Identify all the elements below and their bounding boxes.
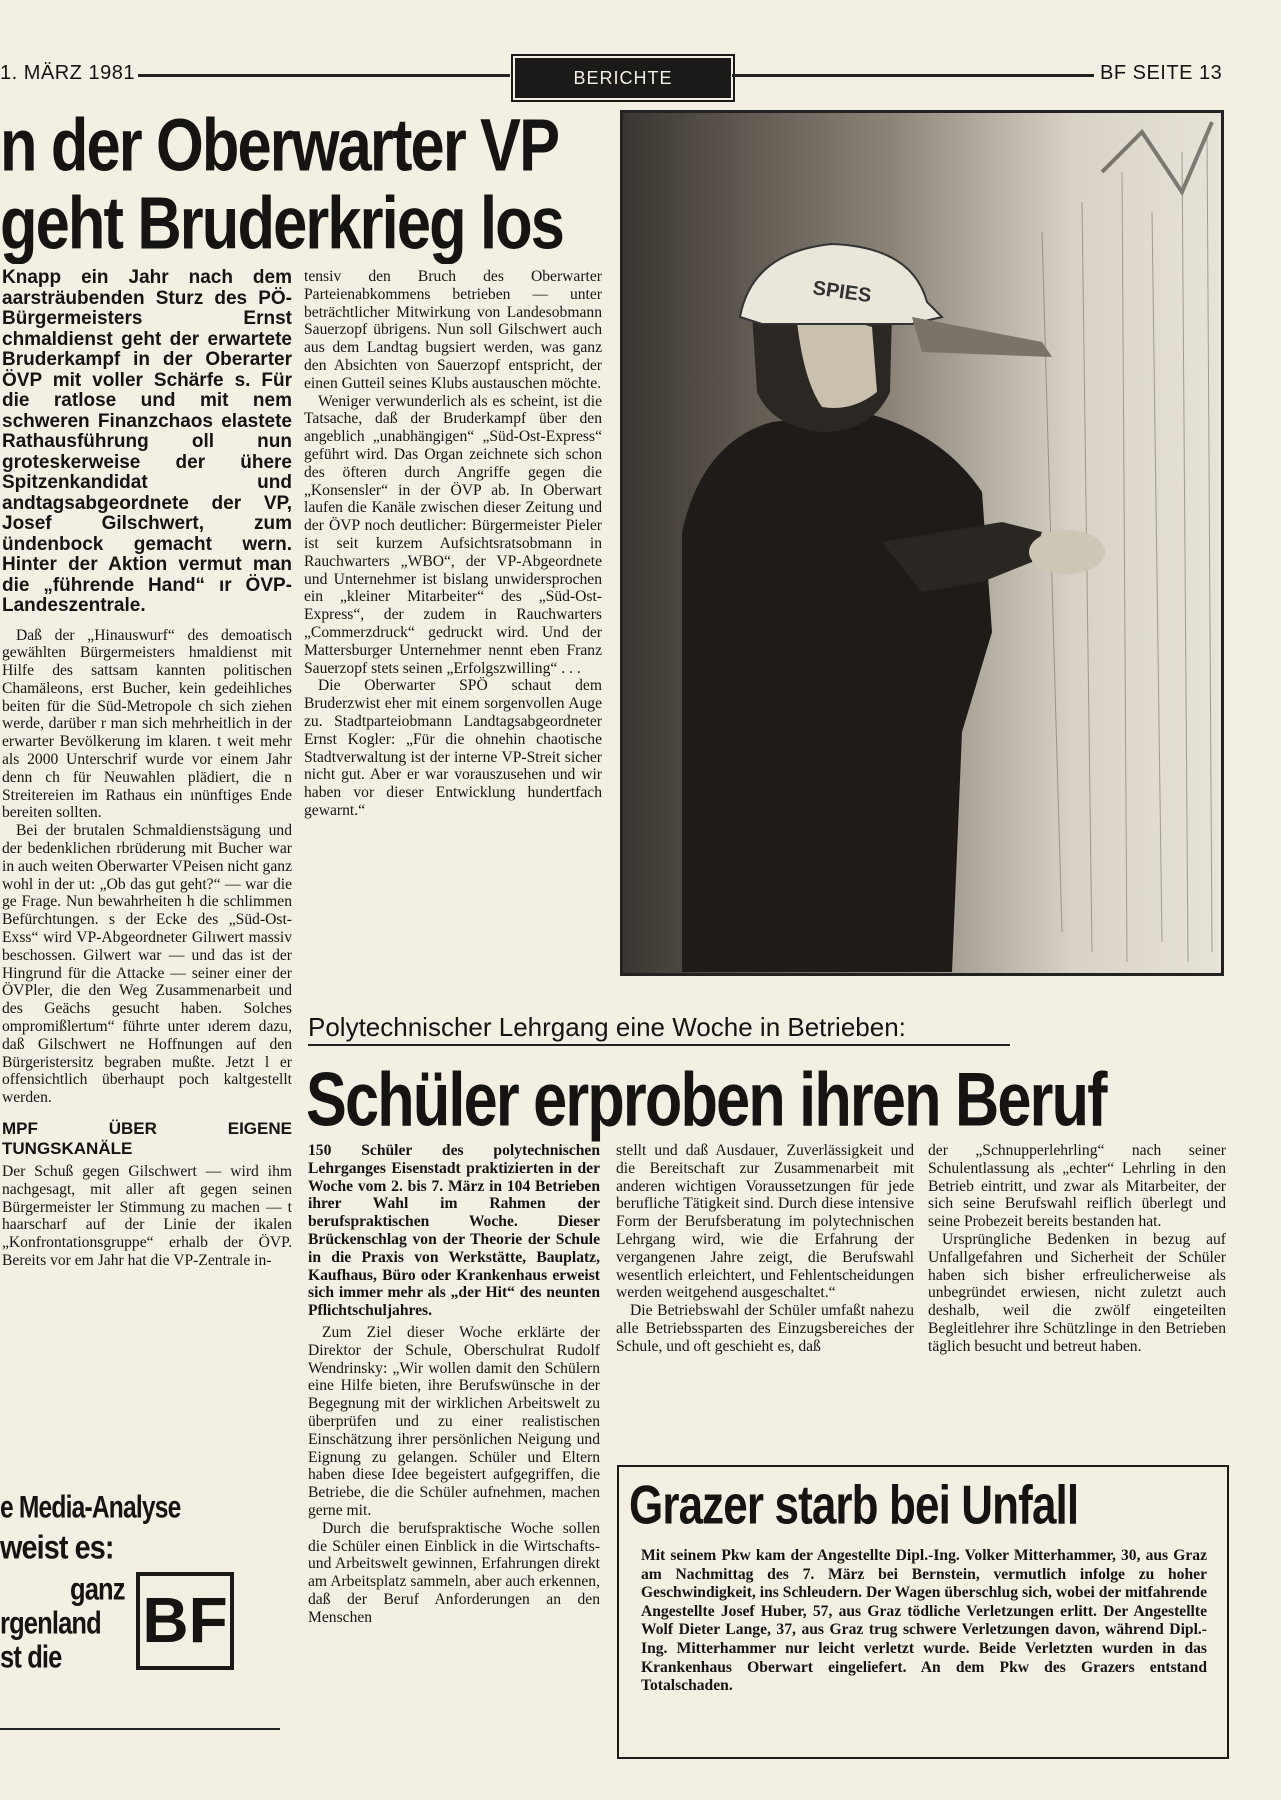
section-label: BERICHTE: [515, 58, 731, 98]
main-article-paragraph: tensiv den Bruch des Oberwarter Parteienabkommens betrieben — unter beträchtlicher Mitwirkung von Landesobmann Sauerzopf übrigens. Nun soll Gilschwert auch aus dem Landtag bugsiert werden, was ganz den Absichten von Sauerzopf entspricht, der einen Gutteil seines Klubs austauschen möchte.: [304, 268, 602, 392]
accident-headline: Grazer starb bei Unfall: [629, 1474, 1079, 1536]
accident-text: Mit seinem Pkw kam der Angestellte Dipl.-Ing. Volker Mitterhammer, 30, aus Graz am Nachmittag des 7. März bei Bernstein, vermutlich infolge zu hoher Geschwindigkeit, ins Schleudern. Der Wagen überschlug sich, wobei der mitfahrende Angestellte Josef Huber, 57, aus Graz tödliche Verletzungen erlitt. Der Angestellte Wolf Dieter Lange, 37, aus Graz trug schwere Verletzungen davon, während Dipl.-Ing. Mitterhammer nur leicht verletzt wurde. Beide Verletzten wurden in das Krankenhaus Oberwart eingeliefert. An dem Pkw des Grazers entstand Totalschaden.: [641, 1547, 1207, 1695]
school-article-paragraph: Die Betriebswahl der Schüler umfaßt nahezu alle Betriebssparten des Einzugsbereiches der Schule, und oft geschieht es, daß: [616, 1302, 914, 1355]
issue-date: 1. MÄRZ 1981: [0, 62, 135, 84]
main-article-column-2: [304, 268, 602, 988]
main-headline-line2: geht Bruderkrieg los: [0, 181, 564, 264]
school-article-paragraph: Zum Ziel dieser Woche erklärte der Direktor der Schule, Oberschulrat Rudolf Wendrinsky: „Wir wollen damit den Schülern eine Hilfe bieten, ihre Berufswünsche in der Begegnung mit der wirklichen Arbeitswelt zu überprüfen und zu einer realistischen Einschätzung ihrer persönlichen Neigung und Eignung zu gelangen. Schüler und Eltern haben diese Idee begeistert aufgegriffen, die Betriebe, die die Schüler aufnehmen, machen gerne mit.: [308, 1323, 600, 1519]
header-rule-right: [732, 74, 1094, 77]
hard-hat-text: SPIES: [811, 277, 873, 308]
main-article-paragraph: Weniger verwunderlich als es scheint, ist die Tatsache, daß der Bruderkampf über den angeblich „unabhängigen“ „Süd-Ost-Express“ geführt wird. Das Organ zeichnete sich schon des öfteren durch Angriffe gegen die „Konsensler“ in der ÖVP ab. In Oberwart laufen die Kanäle zwischen dieser Zeitung und der ÖVP noch deutlicher: Bürgermeister Pieler ist seit kurzem Aufsichtsratsobmann in Rauchwarters „WBO“, der VP-Abgeordnete und Unternehmer ist bislang unwidersprochen ein „kleiner Mitarbeiter“ des „Süd-Ost-Express“, der zudem in Rauchwarters „Commerzdruck“ gedruckt wird. Und der Mattersburger Unternehmer nennt eben Franz Sauerzopf stets seinen „Erfolgszwilling“ . . .: [304, 392, 602, 677]
main-headline-line1: n der Oberwarter VP: [0, 103, 559, 186]
worker-hand: [1029, 530, 1105, 574]
main-article-paragraph: Daß der „Hinauswurf“ des demoatisch gewählten Bürgermeisters hmaldienst mit Hilfe des sattsam kannten politischen Chamäleons, erst Bucher, kein gedeihliches beiten für die Süd-Metropole ch sich ziehen werde, darüber r man sich mehrheitlich in der erwarter Bevölkerung im klaren. t weit mehr als 2000 Unterschrif wurde vor einem Jahr denn ch für Neuwahlen plädiert, die n Streitereien im Rathaus ein ınünftiges Ende bereiten sollten.: [2, 626, 292, 822]
school-article-lede: 150 Schüler des polytechnischen Lehrganges Eisenstadt praktizierten in der Woche vom 2. bis 7. März in 104 Betrieben ihrer Wahl im Rahmen der berufspraktischen Woche. Dieser Brückenschlag von der Theorie der Schule in die Praxis von Werkstätte, Bauplatz, Kaufhaus, Büro oder Krankenhaus erweist sich immer mehr als „der Hit“ des neunten Pflichtschuljahres.: [308, 1142, 600, 1320]
ad-line-4: rgenland: [0, 1606, 101, 1641]
ad-line-1: e Media-Analyse: [0, 1490, 181, 1525]
main-article-column-1: [2, 268, 292, 1440]
school-article-paragraph: der „Schnupperlehrling“ nach seiner Schulentlassung als „echter“ Lehrling in den Betrieb eintritt, und zwar als Mitarbeiter, der sich seine Berufswahl reiflich überlegt und seine Probezeit bereits bestanden hat.: [928, 1142, 1226, 1231]
page-number: BF SEITE 13: [1100, 62, 1223, 84]
ad-bottom-rule: [0, 1728, 280, 1730]
school-article-paragraph: Ursprüngliche Bedenken in bezug auf Unfallgefahren und Sicherheit der Schüler haben sich bisher erfreulicherweise als unbegründet erwiesen, nicht zuletzt auch deshalb, weil die zwölf eingeteilten Begleitlehrer ihre Schützlinge in den Betrieben täglich besucht und betreut haben.: [928, 1230, 1226, 1355]
main-article-paragraph: Der Schuß gegen Gilschwert — wird ihm nachgesagt, mit aller aft gegen seinen Bürgermeister ler Stimmung zu machen — t haarscharf auf der Linie der ikalen „Konfrontationsgruppe“ erhalb der ÖVP. Bereits vor em Jahr hat die VP-Zentrale in-: [2, 1163, 292, 1269]
news-photo: [620, 110, 1224, 976]
school-article-column-2: [616, 1142, 914, 1442]
worker-photo-illustration: [622, 112, 1222, 974]
school-article-column-1: [308, 1142, 600, 1757]
bf-logo: BF: [136, 1572, 234, 1670]
school-article-paragraph: Durch die berufspraktische Woche sollen die Schüler einen Einblick in die Wirtschafts- und Arbeitswelt gewinnen, Erfahrungen direkt am Arbeitsplatz sammeln, aber auch erkennen, daß der Beruf Anforderungen an den Menschen: [308, 1519, 600, 1626]
main-article-subhead: MPF ÜBER EIGENE TUNGSKANÄLE: [2, 1119, 292, 1159]
header-rule-left: [138, 74, 510, 77]
accident-news-box: [617, 1465, 1229, 1759]
school-article-headline: Schüler erproben ihren Beruf: [306, 1057, 1106, 1143]
kicker-underline: [308, 1044, 1010, 1046]
main-article-paragraph: Bei der brutalen Schmaldienstsägung und der bedenklichen rbrüderung mit Bucher war in auch weiten Oberwarter VPeisen nicht ganz wohl in der ut: „Ob das gut geht?“ — war die ge Frage. Nun bewahrheiten h die schlimmen Befürchtungen. s der Ecke des „Süd-Ost-Exss“ wird VP-Abgeordneter Gilıwert massiv beschossen. Gilwert war — und das ist der Hingrund für die Attacke — seiner einer der ÖVPler, die den Weg Zusammenarbeit und des Geächs gesucht haben. Solches ompromißlertum“ führte unter ıderem dazu, daß Gilschwert ne Hoffnungen auf den Bürgeristersitz begraben mußte. Jetzt l er offensichtlich überhaupt poch kaltgestellt werden.: [2, 822, 292, 1107]
ad-line-3: ganz: [70, 1572, 125, 1607]
main-article-lede: Knapp ein Jahr nach dem aarsträubenden Sturz des PÖ-Bürgermeisters Ernst chmaldienst geht der erwartete Bruderkampf in der Oberarter ÖVP mit voller Schärfe s. Für die ratlose und mit nem schweren Finanzchaos elastete Rathausführung oll nun groteskerweise der ühere Spitzenkandidat und andtagsabgeordnete der VP, Josef Gilschwert, zum ündenbock gemacht wern. Hinter der Aktion vermut man die „führende Hand“ ır ÖVP-Landeszentrale.: [2, 268, 292, 616]
school-article-kicker: Polytechnischer Lehrgang eine Woche in Betrieben:: [308, 1012, 906, 1042]
main-article-paragraph: Die Oberwarter SPÖ schaut dem Bruderzwist eher mit einem sorgenvollen Auge zu. Stadtparteiobmann Landtagsabgeordneter Ernst Kogler: „Für die ohnehin chaotische Stadtverwaltung ist der interne VP-Streit sicher nicht gut. Aber er war vorauszusehen und wir haben vor dieser Entwicklung hundertfach gewarnt.“: [304, 677, 602, 819]
ad-line-2: weist es:: [0, 1528, 114, 1566]
school-article-paragraph: stellt und daß Ausdauer, Zuverlässigkeit und die Bereitschaft zur Zusammenarbeit mit anderen wichtigen Voraussetzungen für jede berufliche Tätigkeit sind. Durch diese intensive Form der Berufsberatung im polytechnischen Lehrgang wird, wie die Erfahrung der vergangenen Jahre zeigt, die Berufswahl wesentlich erleichtert, und Fehlentscheidungen werden weitgehend ausgeschaltet.“: [616, 1142, 914, 1302]
school-article-column-3: [928, 1142, 1226, 1442]
media-analysis-ad: [0, 1490, 290, 1790]
ad-line-5: st die: [0, 1640, 62, 1675]
worker-body: [682, 412, 992, 972]
